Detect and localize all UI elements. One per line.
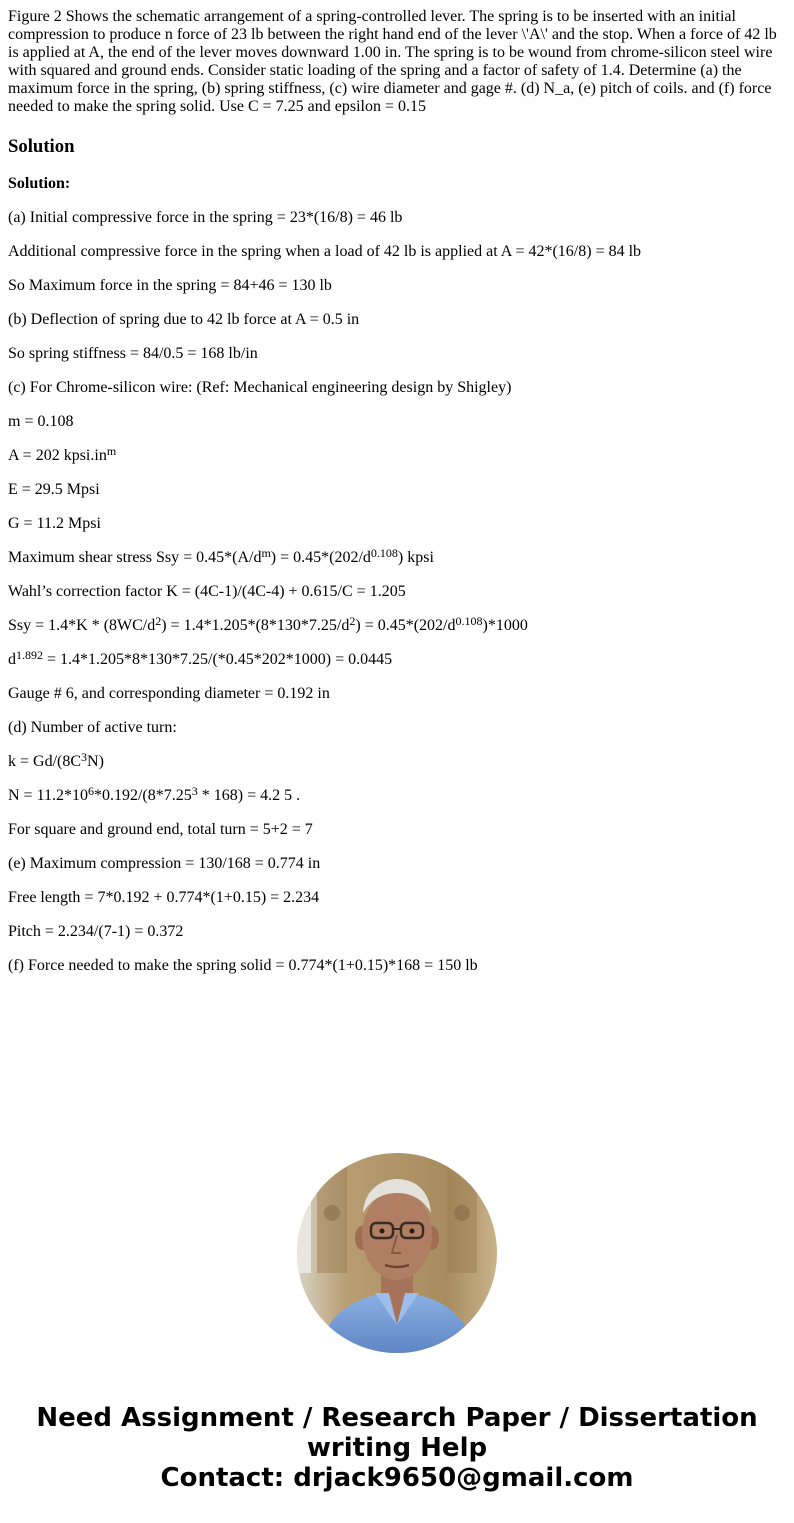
solution-line-E: E = 29.5 Mpsi — [8, 481, 100, 498]
solution-line-A: A = 202 $kpsi.in^m$ — [8, 444, 117, 464]
solution-line-b-deflection: (b) Deflection of spring due to 42 lb force at A = 0.5 in — [8, 311, 360, 328]
solution-line-free-length: Free length = 7*0.192 + 0.774*(1+0.15) = 2.234 — [8, 889, 320, 906]
solution-line-m: m = 0.108 — [8, 413, 74, 430]
question-text: Figure 2 Shows the schematic arrangement of a spring-controlled lever. The spring is to be inserted with an initial compression to produce n force of 23 lb between the right hand end of the lever \'A\' and the stop. When a force of 42 lb is applied at A, the end of the lever moves downward 1.00 in. The spring is to be wound from chrome-silicon steel wire with squared and ground ends. Consider static loading of the spring and a factor of safety of 1.4. Determine (a) the maximum force in the spring, (b) spring stiffness, (c) wire diameter and gage #. (d) N_a, (e) pitch of coils. and (f) force needed to make the spring solid. Use C = 7.25 and epsilon = 0.15 — [8, 8, 777, 115]
solution-line-total-turns: For square and ground end, total turn = 5+2 = 7 — [8, 821, 313, 838]
solution-line-e-max-compression: (e) Maximum compression = 130/168 = 0.774 in — [8, 855, 321, 872]
author-portrait-image — [297, 1153, 497, 1353]
solution-line-max-force: So Maximum force in the spring = 84+46 = 130 lb — [8, 277, 332, 294]
solution-line-gauge: Gauge # 6, and corresponding diameter = 0.192 in — [8, 685, 330, 702]
footer-headline: Need Assignment / Research Paper / Dissertation — [36, 1403, 758, 1433]
contact-footer — [0, 1403, 794, 1493]
solution-label: Solution: — [8, 175, 71, 192]
solution-line-N-value: $N = 11.2*10^6*0.192/(8*7.25^3 * 168) = 4.2$ 5 . — [8, 784, 301, 804]
footer-contact-email: Contact: drjack9650@gmail.com — [160, 1463, 634, 1493]
solution-line-d-active-turns: (d) Number of active turn: — [8, 719, 177, 736]
solution-line-k-formula: $k = Gd/(8C^3N)$ — [8, 750, 104, 770]
solution-line-pitch: Pitch = 2.234/(7-1) = 0.372 — [8, 923, 184, 940]
solution-line-wahl-factor: Wahl’s correction factor K = (4C-1)/(4C-4) + 0.615/C = 1.205 — [8, 583, 406, 600]
solution-line-a-initial-force: (a) Initial compressive force in the spring = 23*(16/8) = 46 lb — [8, 209, 403, 226]
solution-line-d-power: $d^{1.892} = 1.4*1.205*8*130*7.25/(*0.45*202*1000) = 0.0445$ — [8, 648, 393, 668]
solution-line-stiffness: So spring stiffness = 84/0.5 = 168 lb/in — [8, 345, 258, 362]
solution-line-G: G = 11.2 Mpsi — [8, 515, 101, 532]
author-avatar — [297, 1153, 497, 1353]
document-body — [8, 8, 786, 975]
solution-line-f-solid-force: (f) Force needed to make the spring solid = 0.774*(1+0.15)*168 = 150 lb — [8, 957, 478, 974]
solution-line-shear-stress: Maximum shear stress Ssy = $0.45*(A/d^m) = 0.45*(202/d^{0.108})$ kpsi — [8, 546, 434, 566]
solution-line-ssy-equation: Ssy = $1.4*K * (8WC/d^2) = 1.4*1.205*(8*130*7.25/d^2) = 0.45*(202/d^{0.108})*1000$ — [8, 614, 528, 634]
footer-subline: writing Help — [306, 1433, 488, 1463]
solution-line-c-material: (c) For Chrome-silicon wire: (Ref: Mechanical engineering design by Shigley) — [8, 379, 512, 396]
solution-line-additional-force: Additional compressive force in the spring when a load of 42 lb is applied at A = 42*(16/8) = 84 lb — [8, 243, 642, 260]
solution-heading: Solution — [8, 136, 75, 157]
